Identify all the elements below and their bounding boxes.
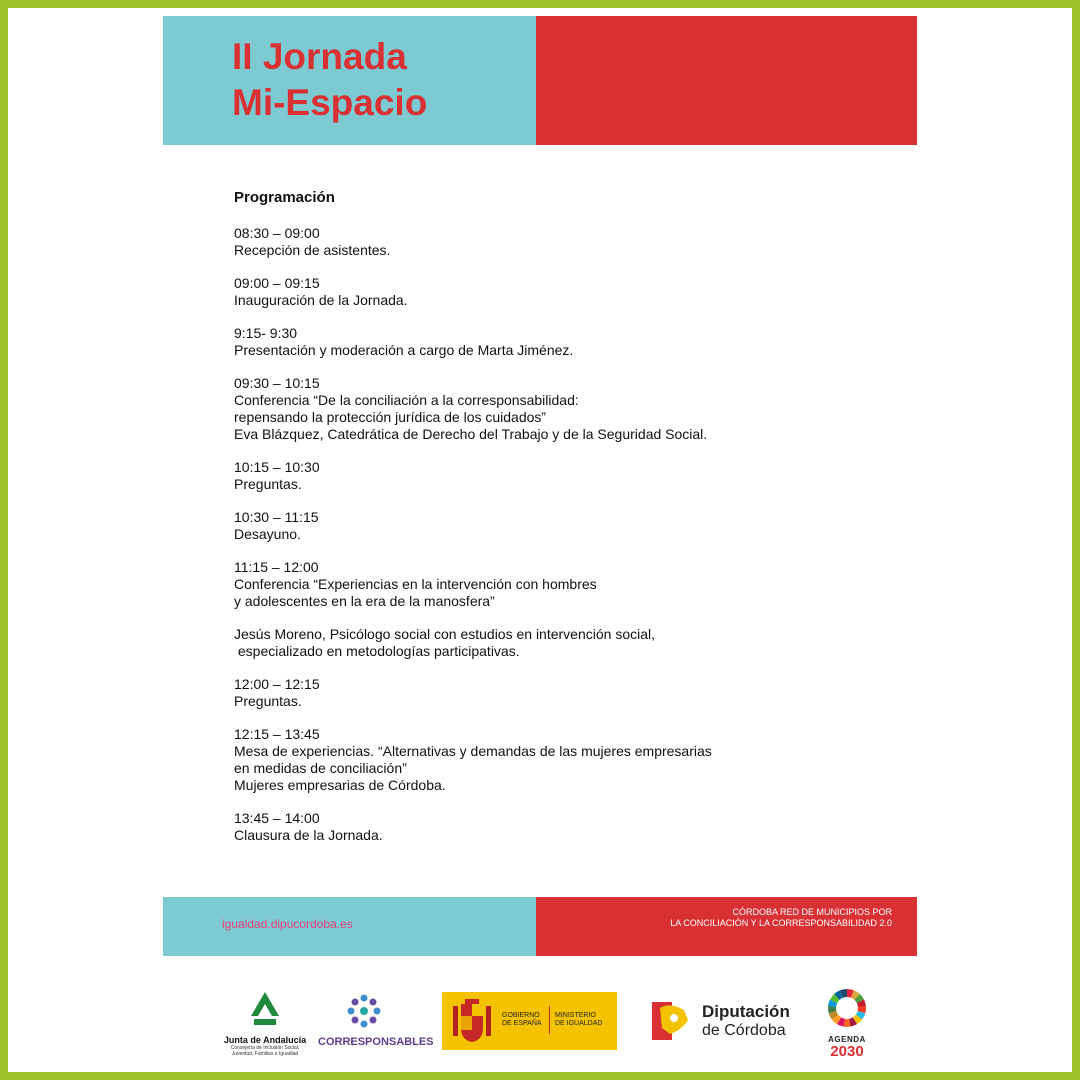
- schedule-item: [234, 275, 834, 309]
- corresponsables-logo: [318, 993, 434, 1048]
- schedule-item: [234, 559, 834, 610]
- schedule-text: Mujeres empresarias de Córdoba.: [234, 777, 446, 793]
- junta-sub-line1: Consejería de Inclusión Social,: [230, 1045, 300, 1051]
- diputacion-line1: Diputación: [702, 1002, 790, 1021]
- ministerio-text: [555, 1012, 602, 1028]
- schedule-time: 13:45 – 14:00: [234, 810, 320, 826]
- schedule-text: Clausura de la Jornada.: [234, 827, 383, 843]
- schedule-text: Recepción de asistentes.: [234, 242, 391, 258]
- schedule-text: Mesa de experiencias. “Alternativas y demandas de las mujeres empresarias: [234, 743, 712, 759]
- schedule-item: [234, 325, 834, 359]
- event-title-line1: II Jornada: [232, 36, 407, 77]
- schedule-item: [234, 225, 834, 259]
- footer-tagline-line1: CÓRDOBA RED DE MUNICIPIOS POR: [732, 907, 892, 917]
- junta-name: Junta de Andalucía: [223, 1035, 307, 1045]
- schedule-item: [234, 676, 834, 710]
- schedule-item: [234, 726, 834, 794]
- diputacion-emblem-icon: [650, 998, 694, 1044]
- diputacion-cordoba-logo: [650, 998, 800, 1044]
- schedule-text: en medidas de conciliación”: [234, 760, 407, 776]
- schedule-time: 09:30 – 10:15: [234, 375, 320, 391]
- agenda-line2: 2030: [830, 1043, 864, 1060]
- schedule-text: y adolescentes en la era de la manosfera”: [234, 593, 495, 609]
- schedule-text: Jesús Moreno, Psicólogo social con estudios en intervención social,: [234, 626, 656, 642]
- schedule-time: 09:00 – 09:15: [234, 275, 320, 291]
- website-link[interactable]: igualdad.dipucordoba.es: [222, 917, 353, 931]
- gobierno-espana-logo: [442, 992, 617, 1050]
- schedule-time: 08:30 – 09:00: [234, 225, 320, 241]
- schedule-text: Conferencia “De la conciliación a la corresponsabilidad:: [234, 392, 579, 408]
- diputacion-line2: de Córdoba: [702, 1022, 786, 1039]
- corresponsables-name: CORRESPONSABLES: [318, 1036, 434, 1048]
- spain-coat-of-arms-icon: [451, 998, 493, 1044]
- event-title-line2: Mi-Espacio: [232, 82, 428, 123]
- schedule-time: 12:15 – 13:45: [234, 726, 320, 742]
- schedule-text: Preguntas.: [234, 476, 302, 492]
- junta-sub-line2: Juventud, Familias e Igualdad: [231, 1051, 299, 1057]
- ministerio-line1: MINISTERIO: [555, 1012, 596, 1019]
- schedule-text: especializado en metodologías participativas.: [234, 643, 520, 659]
- gobierno-line2: DE ESPAÑA: [502, 1020, 542, 1027]
- schedule-text: Preguntas.: [234, 693, 302, 709]
- schedule-item: [234, 509, 834, 543]
- schedule-text: Inauguración de la Jornada.: [234, 292, 408, 308]
- schedule-time: 9:15- 9:30: [234, 325, 298, 341]
- schedule-text: Conferencia “Experiencias en la intervención con hombres: [234, 576, 597, 592]
- schedule-item: [234, 626, 834, 660]
- schedule-time: 10:15 – 10:30: [234, 459, 320, 475]
- schedule-text: repensando la protección jurídica de los cuidados”: [234, 409, 547, 425]
- corresponsables-flower-icon: [346, 993, 382, 1029]
- schedule-item: [234, 459, 834, 493]
- schedule-text: Desayuno.: [234, 526, 301, 542]
- schedule-item: [234, 375, 834, 443]
- gobierno-line1: GOBIERNO: [502, 1012, 540, 1019]
- footer-tagline-line2: LA CONCILIACIÓN Y LA CORRESPONSABILIDAD 2.0: [670, 918, 892, 928]
- agenda-2030-logo: [820, 988, 874, 1059]
- junta-emblem-icon: [248, 990, 282, 1028]
- gobierno-divider: [549, 1006, 550, 1034]
- ministerio-line2: DE IGUALDAD: [555, 1020, 603, 1027]
- program: [234, 188, 834, 860]
- junta-andalucia-logo: [212, 990, 318, 1057]
- footer-tagline: [670, 907, 892, 929]
- program-heading: Programación: [234, 189, 335, 206]
- schedule-time: 11:15 – 12:00: [234, 559, 319, 575]
- schedule-list: [234, 225, 834, 844]
- schedule-item: [234, 810, 834, 844]
- event-title: [232, 34, 427, 126]
- schedule-text: Presentación y moderación a cargo de Marta Jiménez.: [234, 342, 574, 358]
- agenda-line1: AGENDA: [828, 1035, 866, 1044]
- gobierno-text: [502, 1012, 542, 1028]
- schedule-text: Eva Blázquez, Catedrática de Derecho del Trabajo y de la Seguridad Social.: [234, 426, 708, 442]
- schedule-time: 12:00 – 12:15: [234, 676, 320, 692]
- sdg-wheel-icon: [827, 988, 867, 1028]
- schedule-time: 10:30 – 11:15: [234, 509, 319, 525]
- header-red-block: [536, 16, 917, 145]
